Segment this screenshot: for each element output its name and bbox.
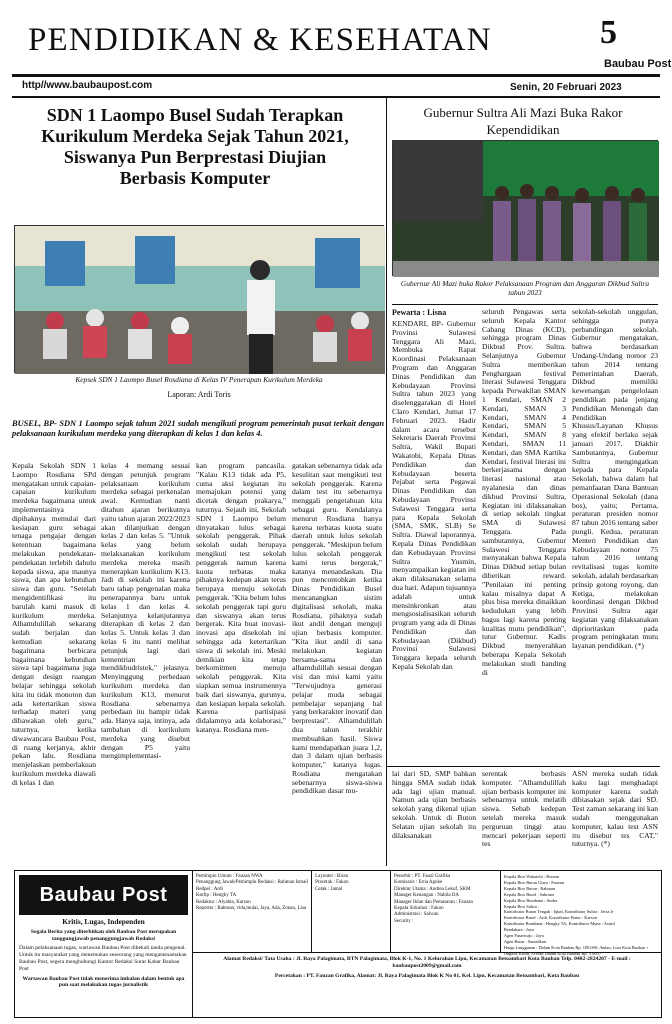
- footer-box: [14, 870, 662, 1018]
- issue-date: Senin, 20 Februari 2023: [510, 82, 622, 93]
- header-rule: [12, 96, 660, 98]
- footer-branding: [15, 871, 193, 1017]
- continuation-column-3: ASN mereka sudah tidak kaku lagi menghadapi komputer karena sudah dibiasakan sejak dari SD. Test zaman sekarang ini kan sudah menggunakan komputer, kalau test ASN itu disebut tes CAT," tuturnya. (*): [572, 769, 658, 849]
- continuation-column-2: serentak berbasis komputer. "Alhamdulillah ujian berbasis komputer ini sebenarnya untuk melatih siswa. Sebab kedepan setelah mereka masuk perguruan tinggi atau mencari pekerjaan seperti tes: [482, 769, 566, 849]
- footer-logo: Baubau Post: [19, 875, 188, 915]
- staff-entry: Harga Langganan : Dalam Kota Baubau Rp. 100.000,-/bulan, Luar Kota Baubau + Ongkos Kirim, Eceran Dalam Kota Baubau Rp. 5.000,-: [503, 944, 649, 956]
- classroom-photo-illustration: [15, 226, 385, 374]
- article2-photo: [392, 140, 658, 276]
- staff-entry: Security :: [394, 918, 414, 924]
- staff-column-4: [501, 871, 661, 956]
- section-title: PENDIDIKAN & KESEHATAN: [28, 22, 492, 58]
- footer-license: Segala Berita yang diterbitkan oleh Baubau Post merupakan tanggungjawab penanggungjawab Redaksi: [30, 928, 177, 942]
- footer-note: Dalam pelaksanaan tugas, wartawan Baubau Post dibekali tanda pengenal. Untuk itu masyarakat yang menemukan seseorang yang mengatasnamakan Baubau Post, segera menghubungi Kantor Redaksi Surat Kabar Baubau Post: [19, 945, 187, 972]
- staff-entry: Kepala Sirkulasi : Fakon: [394, 906, 444, 912]
- staff-entry: Penerbit : PT. Fauzi Grafika: [394, 874, 451, 879]
- article1-byline: Laporan: Ardi Toris: [167, 390, 231, 399]
- staff-entry: Agen Butur : Samrilkan: [503, 938, 546, 944]
- continuation-rule: [386, 766, 660, 767]
- footer-tagline: Kritis, Lugas, Independen: [62, 917, 145, 926]
- masthead-rule: [12, 74, 660, 77]
- article2-headline: Gubernur Sultra Ali Mazi Buka Rakor Kependidikan: [423, 105, 623, 137]
- staff-entry: Kepala Biro Bombana : Andra: [503, 897, 558, 903]
- staff-entry: Redaktur : Alyahta, Karson: [196, 899, 251, 905]
- page-number: 5: [600, 14, 617, 51]
- staff-entry: Agen Pasarwajo : Jaya: [503, 933, 544, 939]
- article1-column-4: gatakan sebenarnya tidak ada kesulitan saat mengikuti test sekolah penggerak. Karena dalam test itu sebenarnya menggali pengetahuan kita sebagai guru. Kendalanya menurut Rosdiana hanya karena terbatas kuota suatu daerah untuk lulus sekolah penggerak. "Meskipun belum lulus sekolah penggerak kami terus bergerak," katanya menandaskan. Dia pun mencontohkan ketika Dinas Pendidikan Busel mencanangkan sistim digitalisasi sekolah, maka Rosdiana, pihaknya sudah ikut andil dengan menguji ujian berbasis komputer. "Kita ikut andil di sana melakukan kegiatan bersama-sama dan alhamdulillah sesuai dengan visi dan misi kami yaitu "Terwujudnya generasi pelajar muda sebagai pembelajar sepanjang hal yang berkarakter inovatif dan berprestasi". Alhamdulillah dua tahun terakhir membuahkan hasil. Siswa kami mendapatkan juara 1,2, dan 3 dalam ujian berbasis komputer," katanya lugas. Rosdiana mengatakan sebenarnya siswa-siswa pendidikan dasar mu-: [292, 461, 382, 796]
- article1-photo-caption: Kepsek SDN 1 Laompo Busel Rosdiana di Kelas IV Penerapan Kurikulum Merdeka: [75, 375, 323, 384]
- website-url[interactable]: http//www.baubaupost.com: [22, 80, 153, 91]
- paper-name: Baubau Post: [604, 58, 672, 70]
- staff-entry: Redpel : Ardi: [196, 886, 223, 892]
- staff-entry: Cetak : Jamal: [315, 886, 343, 892]
- article2-column-3: sekolah-sekolah unggulan, sehingga punya perbandingan sekolah. Gubernur mengatakan, bahwa berdasarkan Undang-Undang nomor 23 tahun 2014 tentang Pemerintahan Daerah, Dikbud memiliki kewenangan pengelolaan pendidikan pada jenjang Pendidikan Menengah dan Pendidikan Khusus/Layanan Khusus yang efektif berlaku sejak januari 2017. Diakhir Sambutannya, Gubernur Sultra mengingatkan kepada para Kepala Sekolah, bahwa dalam hal pemanfaatan Dana Bantuan Operasional Sekolah (dana bos), yaitu; Pertama, peraturan presiden nomor 87 tahun 2016 tentang saber pungli. Kedua, peraturan Menteri Pendidikan dan Kebudayaan nomor 75 tahun 2016 tentang revitalisasi tugas komite sekolah, adalah berdasarkan prinsip gotong royong, dan Ketiga, melakukan koordinasi dengan Dikbud Provinsi Sultra agar kegiatan yang dilaksanakan diprioritaskan pada program peningkatan mutu layanan pendidikan. (*): [572, 307, 658, 651]
- article2-byline: Pewarta : Lisna: [392, 308, 447, 317]
- staff-entry: Kepala Biro Wakatobi : Roman: [503, 874, 559, 879]
- article2-column-1: KENDARI, BP- Gubernur Provinsi Sulawesi Tenggara Ali Mazi, Membuka Rapat Koordinasi Pelaksanaan Program dan Anggaran Dinas Pendidikan dan Kebudayaan Provinsi Sultra tahun 2023 yang diselenggarakan di Hotel Claro Kendari, Jumat 17 Februari 2023. Hadir dalam acara tersebut Sekretaris Daerah Provinsi Sultra, Wakil Bupati Wakatobi, Kepala Dinas Pendidikan dan Kebudayaan beserta Pejabat serta Pegawai Dinas Pendidikan dan Kebudayaan Provinsi Sulawesi Tenggara serta para Kepala Sekolah (SMA, SMK, SLB) Se Sultra. Diawal laporannya, Kepala Dinas Pendidikan dan Kebudayaan Provinsi Sultra Yusmin, menyampaikan kegiatan ini akan dilaksanakan selama dua hari. Adapun tujuannya adalah untuk mensinkronkan atau mengsosialisasikan seluruh program yang ada di Dinas Pendidikan dan Kebudayaan (Dikbud) Provinsi Sulawesi Tenggara kepada seluruh Kepala Sekolah dan: [392, 319, 476, 672]
- staff-entry: Kontributor Busel : Ardi, Kontributor Butur : Karson: [503, 915, 597, 921]
- editorial-address: Alamat Redaksi/ Tata Usaha : Jl. Raya Palagimata, BTN Palagimata, Blok K-1, No. 1 Kelurahan Lipu, Kecamatan Betoambari Kota Baubau Telp. 0402-2824207 - E-mail : baubaupost2009@gmail.com: [223, 956, 631, 969]
- staff-entry: Kepala Biro Buton : Rahman: [503, 885, 556, 891]
- staff-entry: Kepala Biro Busel : Sabrana: [503, 891, 554, 897]
- article1-column-3: kan program pancasila. "Kalau K13 tidak ada P5, cuma aksi kegiatan itu memajukan potensi yang dicetak dengan prakarya," tuturnya. Sejauh ini, Sekolah SDN 1 Laompo belum dinyatakan lulus sebagai sekolah penggerak. Pihak sekolah sudah berupaya mengikuti test sekolah penggerak namun karena kuota terbatas maka pihaknya kedepan akan terus berupaya menuju sekolah penggerak. "Kita belum lulus sekolah penggerak tapi guru dan siswanya akan terus bergerak. Kita buat inovasi-inovasi apa disekolah ini sehingga ada ketertarikan siswa di sekolah ini. Meski demikian kita tetap berkomitmen menuju sekolah penggerak. Kita siapkan semua instrumennya baik dari siswanya, gurunya, dan kesiapan kepala sekolah. Karena partisipasi didalamnya ada kolaborasi," katanya. Rosdiana men-: [196, 461, 286, 734]
- article1-photo: [14, 225, 384, 373]
- article1-headline: SDN 1 Laompo Busel Sudah Terapkan Kurikulum Merdeka Sejak Tahun 2021, Siswanya Pun Berprestasi Diujian Berbasis Komputer: [41, 105, 349, 188]
- staff-entry: Manager Iklan dan Pemasaran : Fauzan: [394, 899, 474, 905]
- staff-entry: Komisaris : Erna Agoke: [394, 880, 443, 886]
- staff-column-3: [391, 871, 501, 952]
- article2-photo-caption: Gubernur Ali Mazi buka Rakor Pelaksanaan Program dan Anggaran Dikbud Sultra tahun 2023: [400, 279, 650, 297]
- article1-column-1: Kepala Sekolah SDN 1 Laompo Rosdiana SPd mengatakan untuk capaian-capaian kurikulum merdeka bagaimana untuk implementasinya dipihaknya memulai dari kesiapan guru sebagai tenaga pengajar dengan ketentuan bagaimana melakukan pendekatan-pendekatan terlebih dahulu kepada siswa, apa maunya siswa, dan apa kebutuhan siswa dan guru. "Setelah mengidentifikasi itu barulah kami masuk di kurikulum merdeka. Alhamdulillah sekarang sudah berjalan dan kemudian sekarang bagaimana berbicara bagaimana kebutuhan siswa tapi bagaimana juga dengan design ruangan belajar sehingga sekolah kita itu tidak monoton dan ada ketertarikan siswa terhadap materi yang dibawakan oleh guru," tuturnya, ketika diwawancara Baubau Post, di ruang kerjanya, akhir pekan lalu. Rosdiana menjelaskan pemberlakuan kurikulum merdeka diawali di kelas 1 dan: [12, 461, 96, 787]
- footer-note-2: Wartawan Baubau Post tidak menerima imbalan dalam bentuk apa pun saat melakukan tugas jurnalistik: [22, 975, 185, 989]
- continuation-column-1: lai dari SD, SMP bahkan hingga SMA sudah tidak ada lagi ujian manual. Namun ada ujian berbasis sekolah yang dikenal ujian sekolah. Untuk di Buton Selatan ujian sekolah itu dilaksanakan: [392, 769, 476, 840]
- staff-entry: Reporter : Rahman, vida,mulai, Jaya, Ada, Zonan, Lisa: [196, 906, 307, 912]
- staff-column-2: [312, 871, 391, 952]
- article2-rule: [392, 304, 658, 305]
- column-divider: [386, 98, 387, 866]
- footer-address-block: [193, 953, 661, 1017]
- staff-entry: Pracetak : Fakon: [315, 880, 349, 886]
- staff-entry: Layouter : Biran: [315, 874, 349, 879]
- staff-entry: Korlip : Hengky TA: [196, 893, 237, 899]
- article2-column-2: seluruh Pengawas serta seluruh Kepala Kantor Cabang Dinas (KCD), sehingga program Dinas Dikbud Prov. Sultra. Selanjutnya Gubernur Sultra memberikan Penghargaan festival literasi Sulawesi Tenggara kepada Perwakilan SMAN 1 Kendari, SMAN 2 Kendari, SMAN 3 Kendari, SMAN 4 Kendari, SMAN 5 Kendari, SMAN 8 Kendari, SMAN 11 Kendari, dan SMA Kartika Kendari, festival literasi ini berkerjasama dengan literasi nasional atau nyalanesia dan dinas dikbud Provinsi Sultra, Kegiatan ini dilaksanakan di setiap sekolah tingkat SMA di Sulawesi Tenggara. Pada sambutannya, Gubernur Sulawesi Tenggara menyatakan bahwa Kepala Dinas Dikbud setiap bulan diberikan reward. "Penilaian ini penting kalau misalnya dapat A plus bisa mereka dinaikkan kedudukan yang lebih bagus lagi karena penting kualitas mutu pendidikan", tutur Gubernur. Kadis Dikbud menyerahkan beberapa Kepala Sekolah melakukan studi banding di: [482, 307, 566, 677]
- staff-entry: Pemimpin Umum : Fauzan NWA: [196, 874, 263, 879]
- article1-column-2: kelas 4 memang sesuai dengan petunjuk program pelaksanaan kurikulum merdeka sebagai perkenalan awal. Kemudian nanti ditahun ajaran berikutnya yaitu tahun ajaran 2022/2023 akan dilanjutkan dengan kelas 2 dan kelas 5. "Untuk kelas yang belum melaksanakan kurikulum merdeka mereka masih menerapkan kurikulum K13. Jadi di sekolah ini karena baru tahap pengenalan maka penerapannya baru untuk kelas 1 dan kelas 4. Selanjutnya kelanjutannya diterapkan di kelas 2 dan kelas 5. Untuk kelas 3 dan kelas 6 itu nanti melihat petunjuk lagi dari kementrian mendikbudristek," jelasnya. Menyinggung perbedaan kurikulum merdeka dan kurikulum K13, menurut Rosdiana sebenarnya perbedaan itu hampir tidak ada. Hanya saja, intinya, ada tambahan di kurikulum merdeka yang disebut dengan P5 yaitu mengimplementasi-: [101, 461, 190, 761]
- staff-entry: Bendahara : Jaya: [503, 927, 534, 933]
- staff-entry: Manager Keuangan : Nabila DA: [394, 893, 460, 899]
- ceremony-photo-illustration: [393, 141, 659, 277]
- staff-entry: Kontributor Bombana : Hengky TA, Kontributor Muna : Astrid: [503, 921, 615, 927]
- staff-entry: Direktur Utama : Andrea Lekof, SKM: [394, 886, 471, 892]
- staff-entry: Penanggung Jawab/Pemimpin Redaksi : Rahman Ismail: [196, 880, 309, 886]
- staff-entry: Kontributor Buton Tengah : Iqbal, Kontributor Sultra : Jersa Jr: [503, 909, 614, 915]
- staff-entry: Administrasi : Salwan: [394, 912, 439, 918]
- staff-entry: Kepala Biro Sultra :: [503, 903, 540, 909]
- article1-lead: BUSEL, BP- SDN 1 Laompo sejak tahun 2021 sudah mengikuti program pemerintah pusat terkait dengan pelaksanaan kurikulum merdeka yang diterapkan di kelas 1 dan kelas 4.: [12, 419, 384, 438]
- staff-column-1: [193, 871, 312, 952]
- printer-address: Percetakan : PT. Fauzan Grafika, Alamat: Jl. Raya Palagimata Blok K No 01, Kel. Lipu, Kecamatan Betoambari, Kota Baubau: [274, 973, 580, 979]
- staff-entry: Kepala Biro Buton Utara : Fauzan: [503, 879, 564, 885]
